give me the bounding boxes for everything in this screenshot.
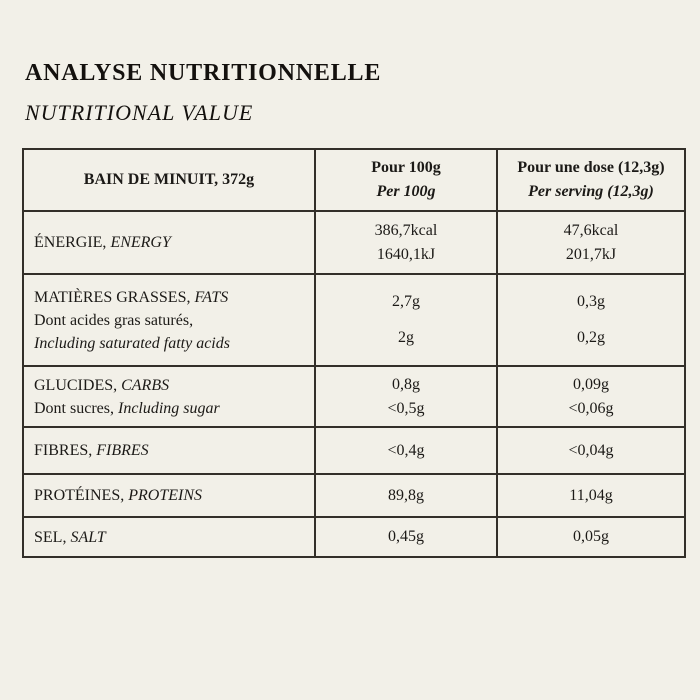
carbs-label-fr: GLUCIDES, [34, 376, 118, 394]
salt-per-100g-value: 0,45g [388, 528, 424, 545]
per-100g-header-cell [316, 150, 498, 210]
energy-per-serving-kj: 201,7kJ [565, 245, 617, 263]
salt-per-serving-value: 0,05g [573, 528, 609, 545]
table-row-fibres [24, 426, 684, 473]
saturated-fats-per-serving-value: 0,2g [577, 329, 605, 347]
fibres-label-cell [24, 428, 316, 473]
nutrition-table [22, 148, 686, 558]
salt-per-100g-cell [316, 518, 498, 556]
sugar-per-serving-value: <0,06g [568, 399, 614, 417]
fats-sub-label-en: Including saturated fatty acids [34, 334, 230, 352]
proteins-per-serving-cell [498, 475, 684, 516]
fats-label-fr: MATIÈRES GRASSES, [34, 288, 191, 306]
fibres-label-fr: FIBRES, [34, 442, 93, 459]
fats-label-en: FATS [194, 288, 229, 306]
fats-label-cell [24, 275, 316, 365]
energy-per-serving-cell [498, 212, 684, 273]
carbs-per-100g-value: 0,8g [392, 375, 420, 393]
fibres-per-serving-value: <0,04g [568, 441, 614, 459]
per-serving-header-cell [498, 150, 684, 210]
fibres-per-100g-value: <0,4g [387, 441, 425, 459]
table-row-fats [24, 273, 684, 365]
table-row-carbs [24, 365, 684, 426]
proteins-per-100g-cell [316, 475, 498, 516]
sugar-per-100g-value: <0,5g [387, 399, 425, 417]
carbs-per-100g-cell [316, 367, 498, 426]
carbs-label-cell [24, 367, 316, 426]
energy-label-cell [24, 212, 316, 273]
per-serving-header-en: Per serving (12,3g) [528, 183, 654, 200]
salt-label-cell [24, 518, 316, 556]
carbs-label-en: CARBS [121, 376, 170, 394]
fibres-label-en: FIBRES [96, 442, 149, 459]
energy-per-100g-cell [316, 212, 498, 273]
fats-per-100g-cell [316, 275, 498, 365]
per-100g-header-fr: Pour 100g [371, 159, 441, 176]
energy-label-en: ENERGY [110, 234, 171, 251]
proteins-per-serving-value: 11,04g [569, 486, 613, 504]
energy-per-serving-kcal: 47,6kcal [563, 221, 619, 239]
fats-per-serving-cell [498, 275, 684, 365]
proteins-per-100g-value: 89,8g [388, 486, 424, 504]
salt-label-fr: SEL, [34, 528, 67, 546]
table-header-row [24, 150, 684, 210]
carbs-sub-label-en: Including sugar [117, 399, 220, 417]
fats-per-serving-value: 0,3g [577, 292, 605, 310]
carbs-per-serving-cell [498, 367, 684, 426]
page-subtitle: NUTRITIONAL VALUE [25, 100, 254, 125]
fibres-per-serving-cell [498, 428, 684, 473]
proteins-label-cell [24, 475, 316, 516]
carbs-per-serving-value: 0,09g [573, 375, 609, 393]
saturated-fats-per-100g-value: 2g [398, 329, 414, 347]
fats-sub-label-fr: Dont acides gras saturés, [34, 311, 194, 329]
energy-label-fr: ÉNERGIE, [34, 234, 107, 251]
fibres-per-100g-cell [316, 428, 498, 473]
proteins-label-fr: PROTÉINES, [34, 487, 125, 504]
fats-per-100g-value: 2,7g [392, 292, 420, 310]
per-100g-header-en: Per 100g [376, 183, 436, 200]
per-serving-header-fr: Pour une dose (12,3g) [517, 159, 665, 176]
table-row-salt [24, 516, 684, 556]
salt-per-serving-cell [498, 518, 684, 556]
energy-per-100g-kcal: 386,7kcal [374, 221, 438, 239]
energy-per-100g-kj: 1640,1kJ [376, 245, 436, 263]
table-row-energy [24, 210, 684, 273]
salt-label-en: SALT [70, 528, 106, 546]
product-name: BAIN DE MINUIT, 372g [83, 171, 255, 188]
proteins-label-en: PROTEINS [128, 487, 203, 504]
page-title: ANALYSE NUTRITIONNELLE [25, 60, 382, 86]
table-row-proteins [24, 473, 684, 516]
carbs-sub-label-fr: Dont sucres, [34, 399, 114, 417]
product-name-cell [24, 150, 316, 210]
